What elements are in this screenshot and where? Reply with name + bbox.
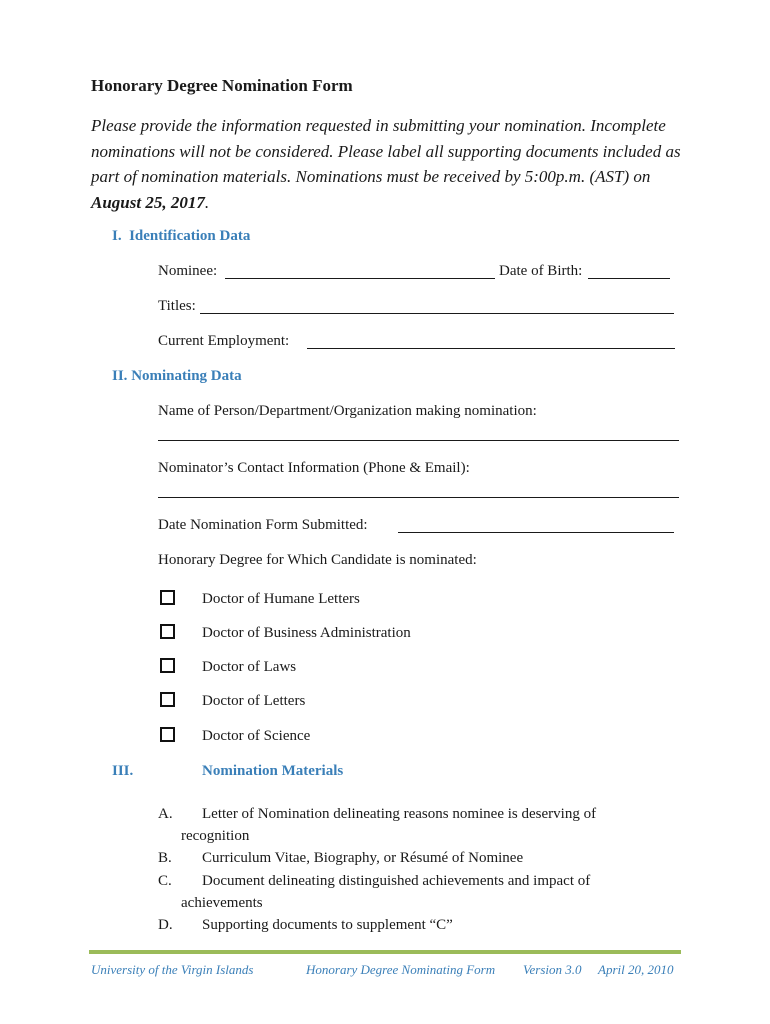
- footer-form-name: Honorary Degree Nominating Form: [306, 962, 496, 977]
- section-1-number: I.: [112, 228, 122, 244]
- intro-text: Please provide the information requested in submitting your nomination. Incomplete nominations will not be considered. Please label all supporting documents included as part of nomination materials. Nominations must be received by 5:00p.m. (AST) on: [91, 116, 681, 186]
- option-humane-letters: Doctor of Humane Letters: [202, 591, 360, 607]
- titles-field[interactable]: [200, 313, 674, 314]
- degree-question: Honorary Degree for Which Candidate is nominated:: [158, 552, 477, 568]
- option-letters: Doctor of Letters: [202, 693, 306, 709]
- titles-label: Titles:: [158, 298, 196, 314]
- footer-date: April 20, 2010: [598, 962, 674, 977]
- checkbox-humane-letters[interactable]: [160, 590, 175, 605]
- intro-end: .: [204, 192, 210, 212]
- option-laws: Doctor of Laws: [202, 659, 297, 675]
- section-2-number: II.: [112, 368, 128, 384]
- footer-rule: [89, 950, 681, 954]
- employment-field[interactable]: [307, 348, 675, 349]
- checkbox-laws[interactable]: [160, 658, 175, 673]
- nominee-label: Nominee:: [158, 263, 218, 279]
- checkbox-letters[interactable]: [160, 692, 175, 707]
- submitted-date-field[interactable]: [398, 532, 674, 533]
- deadline-date: August 25, 2017: [91, 192, 205, 212]
- material-a-text-cont: recognition: [181, 828, 250, 844]
- material-letter-c: C.: [158, 873, 172, 889]
- nominator-label: Name of Person/Department/Organization making nomination:: [158, 403, 537, 419]
- footer-version: Version 3.0: [523, 962, 582, 977]
- material-letter-b: B.: [158, 850, 172, 866]
- section-1-heading: [112, 228, 250, 245]
- submitted-date-label: Date Nomination Form Submitted:: [158, 517, 368, 533]
- dob-label: Date of Birth:: [499, 263, 583, 279]
- section-3-number: III.: [112, 763, 134, 779]
- material-a-text: Letter of Nomination delineating reasons nominee is deserving of: [202, 806, 597, 822]
- section-2-heading: [112, 368, 242, 385]
- material-b-text: Curriculum Vitae, Biography, or Résumé of Nominee: [202, 850, 524, 866]
- section-2-title: Nominating Data: [131, 368, 242, 384]
- section-3-title: Nomination Materials: [202, 763, 344, 779]
- material-d-text: Supporting documents to supplement “C”: [202, 917, 453, 933]
- material-c-text-cont: achievements: [181, 895, 263, 911]
- contact-field[interactable]: [158, 497, 679, 498]
- checkbox-business-administration[interactable]: [160, 624, 175, 639]
- nominator-field[interactable]: [158, 440, 679, 441]
- employment-label: Current Employment:: [158, 333, 290, 349]
- nominee-field[interactable]: [225, 278, 495, 279]
- dob-field[interactable]: [588, 278, 670, 279]
- material-letter-d: D.: [158, 917, 173, 933]
- footer-org: University of the Virgin Islands: [91, 962, 254, 977]
- section-1-title: Identification Data: [129, 228, 251, 244]
- material-letter-a: A.: [158, 806, 173, 822]
- material-c-text: Document delineating distinguished achievements and impact of: [202, 873, 591, 889]
- contact-label: Nominator’s Contact Information (Phone & Email):: [158, 460, 470, 476]
- intro-paragraph: [91, 113, 701, 215]
- option-science: Doctor of Science: [202, 728, 311, 744]
- page-title: Honorary Degree Nomination Form: [91, 76, 353, 95]
- checkbox-science[interactable]: [160, 727, 175, 742]
- option-business-administration: Doctor of Business Administration: [202, 625, 411, 641]
